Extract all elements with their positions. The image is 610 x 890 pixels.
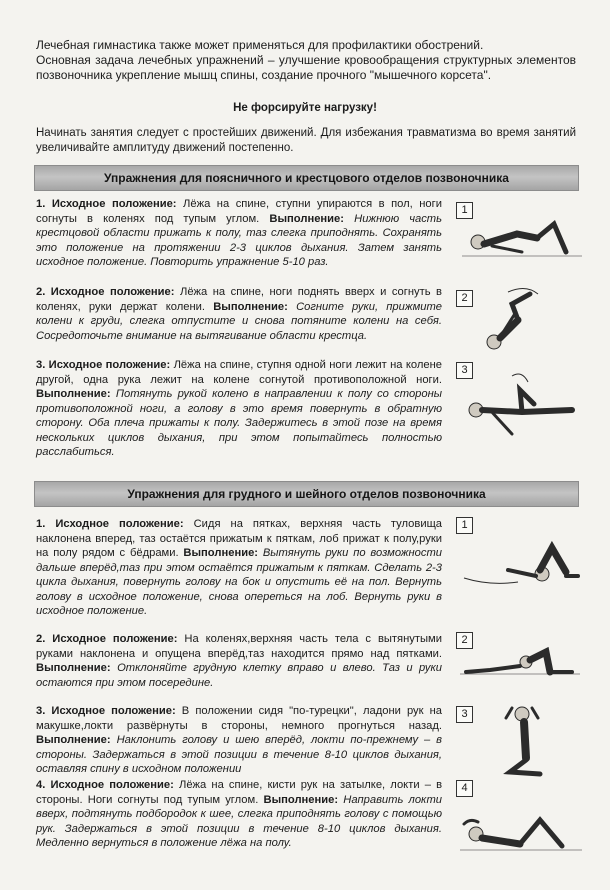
- figure-number-box: 3: [456, 362, 473, 379]
- do-label: Выполнение:: [183, 547, 259, 559]
- figure-head-lift: [460, 808, 584, 854]
- do-text: Вытянуть руки по возможности дальше вперёд,таз при этом остаётся прижатым к пяткам. Сделать 2-3 цикла дыхания, повернуть голову на бок и опустить её на пол. Вернуть голову в исходное положение, снова опереться на лоб. Вернуть руки в исходное положение.: [36, 547, 443, 617]
- do-text: Нижнюю часть крестцовой области прижать к полу, таз слегка приподнять. Сохранять это положение на протяжении 2-3 циклов дыхания. Затем занять исходное положение. Повторить упражнение 5-10 раз.: [36, 212, 443, 268]
- figure-spinal-twist: [462, 370, 580, 440]
- section-lumbar-title: Упражнения для поясничного и крестцового отделов позвоночника: [34, 165, 579, 191]
- start-label: 1. Исходное положение:: [36, 518, 184, 530]
- do-text: Отклоняйте грудную клетку вправо и влево. Таз и руки остаются при этом посередине.: [36, 662, 443, 689]
- start-text: Лёжа на спине, ступня одной ноги лежит на колене другой, одна рука лежит на колене согнутой противоположной ноги.: [36, 359, 442, 386]
- exercise-thoracic-4: [36, 778, 442, 851]
- figure-seated-neck-bend: [498, 700, 552, 780]
- start-label: 2. Исходное положение:: [36, 286, 175, 298]
- start-text: Сидя на пятках, верхняя часть туловища наклонена вперед, таз остаётся прижатым к пяткам, лоб прижат к полу,руки на полу рядом с бёдрами.: [36, 518, 442, 559]
- exercise-lumbar-1: [36, 197, 442, 270]
- do-label: Выполнение:: [36, 734, 111, 746]
- do-label: Выполнение:: [269, 212, 345, 225]
- figure-number-box: 1: [456, 517, 473, 534]
- start-text: В положении сидя "по-турецки", ладони рук на макушке,локти развёрнуты в стороны, немного прогнуться назад.: [36, 705, 443, 732]
- figure-number-box: 2: [456, 290, 473, 307]
- do-text: Направить локти вверх, подтянуть подбородок к шее, слегка приподнять голову с помощью рук. Задержаться в этой позиции в течение 8-10 циклов дыхания. Медленно вернуться в положение лёжа на полу.: [36, 793, 442, 849]
- start-label: 2. Исходное положение:: [36, 633, 178, 645]
- start-text: Лёжа на спине, ноги поднять вверх и согнуть в коленях, руки держат колени.: [36, 286, 442, 313]
- start-note: Начинать занятия следует с простейших движений. Для избежания травматизма во время занятий увеличивайте амплитуду движений постепенно.: [36, 127, 576, 154]
- exercise-thoracic-1: [36, 517, 442, 619]
- do-label: Выполнение:: [36, 388, 111, 400]
- intro-line-2: Основная задача лечебных упражнений – улучшение кровообращения структурных элементов позвоночника укрепление мышц спины, создание прочного "мышечного корсета".: [36, 53, 576, 82]
- do-text: Согните руки, прижмите колени к груди, слегка отпустите и снова потяните колени на себя. Сосредоточьте внимание на вытягивание области крестца.: [36, 300, 443, 342]
- do-label: Выполнение:: [36, 662, 111, 674]
- exercise-lumbar-3: [36, 358, 442, 460]
- start-text: На коленях,верхняя часть тела с вытянутыми руками наклонена и опущена вперёд,таз находится прямо над пятками.: [36, 633, 442, 660]
- start-text: Лёжа на спине, кисти рук на затылке, локти – в стороны. Ноги согнуты под тупым углом.: [36, 779, 443, 806]
- section-thoracic-title: Упражнения для грудного и шейного отделов позвоночника: [34, 481, 579, 507]
- figure-number-box: 1: [456, 202, 473, 219]
- figure-knees-to-chest: [478, 284, 568, 356]
- start-label: 3. Исходное положение:: [36, 705, 176, 717]
- do-text: Потянуть рукой колено в направлении к полу со стороны противоположной ноги, а голову в это время повернуть в обратную сторону. Оба плеча прижаты к полу. Задержитесь в этой позе на время нескольких циклов дыхания, при этом попытайтесь полностью расслабиться.: [36, 388, 443, 458]
- figure-childs-pose-stretch: [460, 532, 582, 588]
- figure-pelvic-lift: [462, 212, 582, 260]
- start-text: Лёжа на спине, ступни упираются в пол, ноги согнуты в коленях под тупым углом.: [36, 198, 442, 225]
- exercise-lumbar-2: [36, 285, 442, 343]
- exercise-thoracic-2: [36, 632, 442, 690]
- figure-number-box: 3: [456, 706, 473, 723]
- start-label: 4. Исходное положение:: [36, 779, 174, 791]
- start-label: 1. Исходное положение:: [36, 198, 177, 210]
- start-label: 3. Исходное положение:: [36, 359, 171, 371]
- do-label: Выполнение:: [213, 300, 288, 313]
- exercise-thoracic-3: [36, 704, 442, 777]
- warning-heading: Не форсируйте нагрузку!: [233, 102, 377, 114]
- intro-paragraph: [36, 38, 576, 83]
- figure-kneeling-reach: [460, 642, 582, 678]
- do-label: Выполнение:: [263, 793, 339, 806]
- intro-line-1: Лечебная гимнастика также может применяться для профилактики обострений.: [36, 38, 484, 52]
- figure-number-box: 2: [456, 632, 473, 649]
- figure-number-box: 4: [456, 780, 473, 797]
- do-text: Наклонить голову и шею вперёд, локти по-прежнему – в стороны. Задержаться в этой позиции в течение 8-10 циклов дыхания, оставляя спину в исходном положении: [36, 734, 442, 775]
